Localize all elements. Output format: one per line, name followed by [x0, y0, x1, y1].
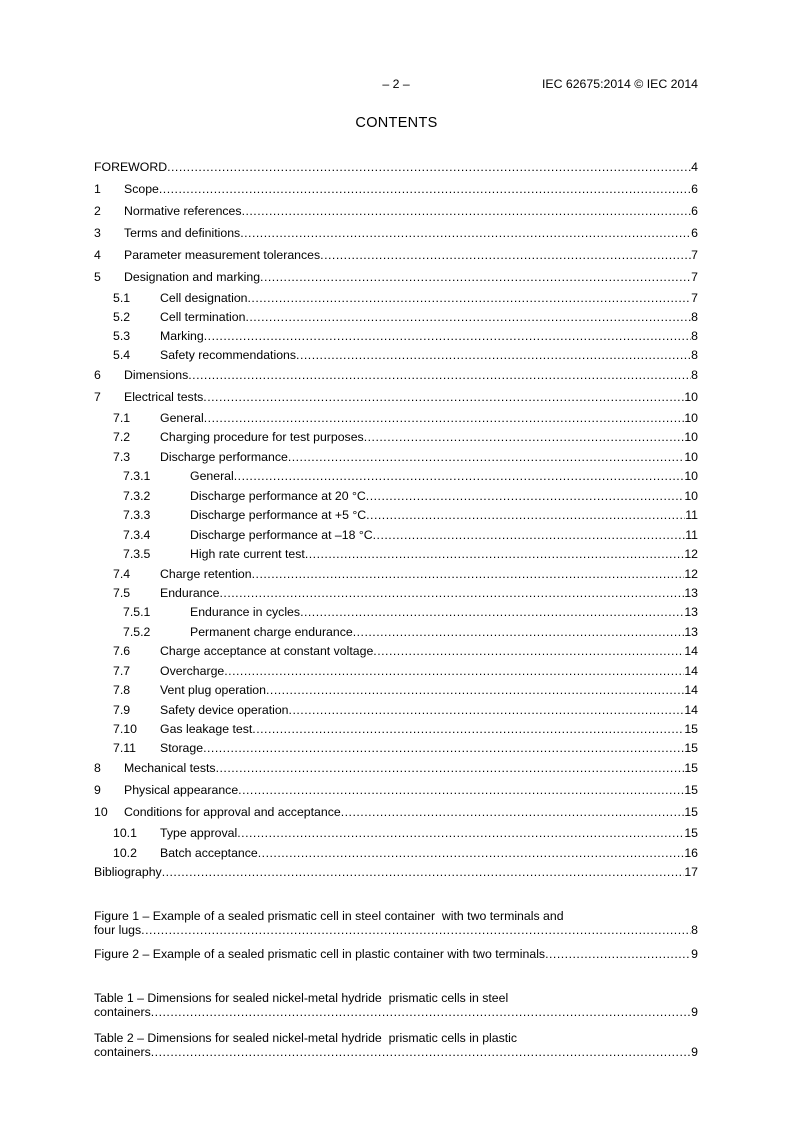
dot-leader	[204, 411, 685, 425]
toc-entry-page: 13	[684, 586, 698, 600]
toc-entry-label: Endurance	[160, 586, 220, 600]
toc-entry-page: 6	[691, 204, 698, 218]
toc-entry[interactable]	[94, 528, 698, 542]
toc-entry-label: Charge retention	[160, 567, 252, 581]
toc-entry-number: 7.7	[113, 664, 131, 678]
toc-entry-page: 7	[691, 270, 698, 284]
entry-caption-line1: Table 2 – Dimensions for sealed nickel-metal hydride prismatic cells in plastic	[94, 1031, 518, 1045]
toc-entry-number: 5.4	[113, 348, 131, 362]
toc-entry-page: 8	[691, 310, 698, 324]
toc-entry-label: Cell designation	[160, 291, 248, 305]
toc-entry[interactable]	[94, 865, 698, 879]
toc-entry-number: 7.9	[113, 703, 131, 717]
toc-entry[interactable]	[94, 248, 698, 262]
toc-entry[interactable]	[94, 644, 698, 658]
table-entry[interactable]	[94, 991, 698, 1019]
toc-entry-number: 10.1	[113, 826, 137, 840]
toc-entry-label: General	[190, 469, 234, 483]
toc-entry-page: 15	[684, 805, 698, 819]
toc-entry-number: 7.3.2	[123, 489, 151, 503]
toc-entry-label: Mechanical tests	[124, 761, 216, 775]
toc-entry[interactable]	[94, 469, 698, 483]
toc-entry-number: 7.3	[113, 450, 131, 464]
toc-entry-number: 10	[94, 805, 108, 819]
toc-entry[interactable]	[94, 182, 698, 196]
toc-entry[interactable]	[94, 508, 698, 522]
entry-page: 9	[691, 1005, 698, 1019]
toc-entry-label: Designation and marking	[124, 270, 261, 284]
toc-entry-label: Batch acceptance	[160, 846, 258, 860]
toc-entry-number: 7.5	[113, 586, 131, 600]
toc-entry-number: 7.11	[113, 741, 137, 755]
toc-entry[interactable]	[94, 291, 698, 305]
toc-entry-number: 5	[94, 270, 101, 284]
dot-leader	[373, 644, 684, 658]
dot-leader	[266, 683, 684, 697]
toc-entry[interactable]	[94, 722, 698, 736]
toc-entry-page: 15	[684, 761, 698, 775]
dot-leader	[203, 741, 684, 755]
toc-entry[interactable]	[94, 204, 698, 218]
toc-entry-page: 10	[684, 469, 698, 483]
toc-entry-page: 10	[684, 390, 698, 404]
toc-entry[interactable]	[94, 160, 698, 174]
toc-entry[interactable]	[94, 450, 698, 464]
toc-entry-page: 13	[684, 625, 698, 639]
toc-entry-number: 7.6	[113, 644, 131, 658]
toc-entry-label: Discharge performance at +5 °C	[190, 508, 367, 522]
dot-leader	[245, 310, 691, 324]
toc-entry[interactable]	[94, 741, 698, 755]
toc-entry-page: 13	[684, 605, 698, 619]
toc-entry-label: Charge acceptance at constant voltage	[160, 644, 374, 658]
entry-caption-line2: containers	[94, 1045, 151, 1059]
dot-leader	[151, 1005, 691, 1019]
toc-entry-label: Vent plug operation	[160, 683, 266, 697]
toc-entry-page: 15	[684, 826, 698, 840]
toc-entry-label: Gas leakage test	[160, 722, 253, 736]
toc-entry-page: 12	[684, 547, 698, 561]
dot-leader	[545, 947, 691, 961]
toc-entry-number: 7.5.1	[123, 605, 151, 619]
toc-entry-label: Electrical tests	[124, 390, 204, 404]
entry-page: 8	[691, 923, 698, 937]
toc-entry-number: 7.2	[113, 430, 131, 444]
dot-leader	[234, 469, 685, 483]
toc-entry-label: Endurance in cycles	[190, 605, 301, 619]
toc-entry-page: 7	[691, 291, 698, 305]
toc-entry-number: 7.10	[113, 722, 137, 736]
dot-leader	[258, 846, 685, 860]
dot-leader	[204, 329, 691, 343]
toc-entry-page: 11	[685, 528, 698, 542]
toc-entry-label: Terms and definitions	[124, 226, 241, 240]
toc-entry-page: 14	[684, 683, 698, 697]
toc-entry-number: 4	[94, 248, 101, 262]
dot-leader	[366, 489, 685, 503]
entry-caption-line1: Table 1 – Dimensions for sealed nickel-metal hydride prismatic cells in steel	[94, 991, 509, 1005]
dot-leader	[364, 430, 685, 444]
toc-entry-page: 17	[684, 865, 698, 879]
toc-entry[interactable]	[94, 567, 698, 581]
dot-leader	[237, 826, 684, 840]
toc-entry[interactable]	[94, 586, 698, 600]
toc-entry-page: 14	[684, 644, 698, 658]
dot-leader	[188, 368, 691, 382]
toc-entry-number: 5.1	[113, 291, 131, 305]
toc-entry[interactable]	[94, 683, 698, 697]
dot-leader	[162, 865, 685, 879]
dot-leader	[238, 783, 684, 797]
toc-entry[interactable]	[94, 625, 698, 639]
toc-entry-number: 7.8	[113, 683, 131, 697]
toc-entry-label: Physical appearance	[124, 783, 239, 797]
toc-entry-page: 6	[691, 182, 698, 196]
dot-leader	[341, 805, 685, 819]
toc-entry-page: 15	[684, 741, 698, 755]
figure-entry[interactable]	[94, 947, 698, 961]
toc-entry-label: Discharge performance	[160, 450, 288, 464]
toc-entry-label: General	[160, 411, 204, 425]
toc-entry-page: 4	[691, 160, 698, 174]
toc-entry-page: 10	[684, 489, 698, 503]
dot-leader	[240, 226, 691, 240]
toc-entry-label: Normative references	[124, 204, 242, 218]
entry-caption-line2: four lugs	[94, 923, 142, 937]
toc-entry-label: Permanent charge endurance	[190, 625, 353, 639]
dot-leader	[242, 204, 692, 218]
toc-entry-label: Safety device operation	[160, 703, 289, 717]
toc-entry-number: 7.3.1	[123, 469, 151, 483]
dot-leader	[300, 605, 684, 619]
toc-entry[interactable]	[94, 761, 698, 775]
dot-leader	[260, 270, 691, 284]
toc-entry-label: Safety recommendations	[160, 348, 297, 362]
dot-leader	[296, 348, 691, 362]
dot-leader	[288, 450, 685, 464]
entry-caption-line1: Figure 1 – Example of a sealed prismatic cell in steel container with two terminals and	[94, 909, 564, 923]
toc-entry-label: Bibliography	[94, 865, 162, 879]
standard-reference: IEC 62675:2014 © IEC 2014	[541, 77, 698, 91]
toc-entry[interactable]	[94, 783, 698, 797]
toc-entry-page: 8	[691, 348, 698, 362]
dot-leader	[373, 528, 686, 542]
contents-title: CONTENTS	[355, 115, 438, 131]
table-entry[interactable]	[94, 1031, 698, 1059]
dot-leader	[289, 703, 685, 717]
toc-entry-page: 10	[684, 450, 698, 464]
toc-entry-page: 11	[685, 508, 698, 522]
toc-entry-number: 3	[94, 226, 101, 240]
toc-entry[interactable]	[94, 826, 698, 840]
toc-entry-label: Discharge performance at 20 °C	[190, 489, 366, 503]
toc-entry-page: 10	[684, 411, 698, 425]
dot-leader	[248, 291, 692, 305]
toc-entry-label: Discharge performance at –18 °C	[190, 528, 373, 542]
dot-leader	[219, 586, 684, 600]
dot-leader	[252, 567, 685, 581]
dot-leader	[224, 664, 684, 678]
toc-entry[interactable]	[94, 411, 698, 425]
toc-entry-number: 5.3	[113, 329, 131, 343]
toc-entry-page: 8	[691, 368, 698, 382]
toc-entry-number: 7	[94, 390, 101, 404]
toc-entry-page: 7	[691, 248, 698, 262]
entry-caption-line2: containers	[94, 1005, 151, 1019]
toc-entry-number: 9	[94, 783, 101, 797]
dot-leader	[366, 508, 685, 522]
toc-entry[interactable]	[94, 664, 698, 678]
toc-entry-page: 12	[684, 567, 698, 581]
toc-entry-number: 5.2	[113, 310, 131, 324]
toc-entry[interactable]	[94, 703, 698, 717]
toc-entry-number: 10.2	[113, 846, 137, 860]
toc-entry-number: 2	[94, 204, 101, 218]
dot-leader	[216, 761, 685, 775]
toc-entry-number: 7.1	[113, 411, 131, 425]
dot-leader	[141, 923, 691, 937]
toc-entry[interactable]	[94, 310, 698, 324]
toc-entry[interactable]	[94, 329, 698, 343]
dot-leader	[252, 722, 684, 736]
toc-entry-label: Conditions for approval and acceptance	[124, 805, 341, 819]
dot-leader	[305, 547, 684, 561]
entry-page: 9	[691, 1045, 698, 1059]
toc-entry-page: 16	[684, 846, 698, 860]
toc-entry-number: 8	[94, 761, 101, 775]
dot-leader	[151, 1045, 691, 1059]
toc-entry-number: 7.3.5	[123, 547, 151, 561]
dot-leader	[167, 160, 691, 174]
toc-entry-label: Overcharge	[160, 664, 225, 678]
toc-entry-label: Storage	[160, 741, 204, 755]
toc-entry[interactable]	[94, 805, 698, 819]
entry-caption-line2: Figure 2 – Example of a sealed prismatic cell in plastic container with two terminals	[94, 947, 546, 961]
toc-entry-number: 7.4	[113, 567, 131, 581]
toc-entry-label: FOREWORD	[94, 160, 168, 174]
toc-entry[interactable]	[94, 430, 698, 444]
toc-entry-label: Cell termination	[160, 310, 246, 324]
toc-entry[interactable]	[94, 226, 698, 240]
toc-entry-page: 6	[691, 226, 698, 240]
toc-entry-label: Dimensions	[124, 368, 189, 382]
toc-entry-number: 1	[94, 182, 101, 196]
toc-entry[interactable]	[94, 605, 698, 619]
toc-entry-page: 14	[684, 664, 698, 678]
toc-entry-page: 15	[684, 722, 698, 736]
dot-leader	[320, 248, 691, 262]
toc-entry[interactable]	[94, 489, 698, 503]
toc-entry-label: Marking	[160, 329, 204, 343]
toc-entry-number: 7.3.3	[123, 508, 151, 522]
toc-entry-page: 8	[691, 329, 698, 343]
toc-entry-label: Scope	[124, 182, 159, 196]
toc-entry-label: Type approval	[160, 826, 238, 840]
dot-leader	[203, 390, 684, 404]
toc-entry[interactable]	[94, 846, 698, 860]
toc-entry-label: Charging procedure for test purposes	[160, 430, 364, 444]
page-number: – 2 –	[382, 77, 410, 91]
toc-entry[interactable]	[94, 270, 698, 284]
dot-leader	[159, 182, 691, 196]
dot-leader	[353, 625, 685, 639]
toc-entry-label: High rate current test	[190, 547, 305, 561]
toc-entry-page: 15	[684, 783, 698, 797]
entry-page: 9	[691, 947, 698, 961]
toc-entry[interactable]	[94, 368, 698, 382]
figure-entry[interactable]	[94, 909, 698, 937]
toc-entry[interactable]	[94, 390, 698, 404]
toc-entry[interactable]	[94, 547, 698, 561]
toc-entry[interactable]	[94, 348, 698, 362]
toc-entry-number: 6	[94, 368, 101, 382]
toc-entry-page: 10	[684, 430, 698, 444]
toc-entry-page: 14	[684, 703, 698, 717]
toc-entry-label: Parameter measurement tolerances	[124, 248, 321, 262]
toc-entry-number: 7.5.2	[123, 625, 151, 639]
toc-entry-number: 7.3.4	[123, 528, 151, 542]
